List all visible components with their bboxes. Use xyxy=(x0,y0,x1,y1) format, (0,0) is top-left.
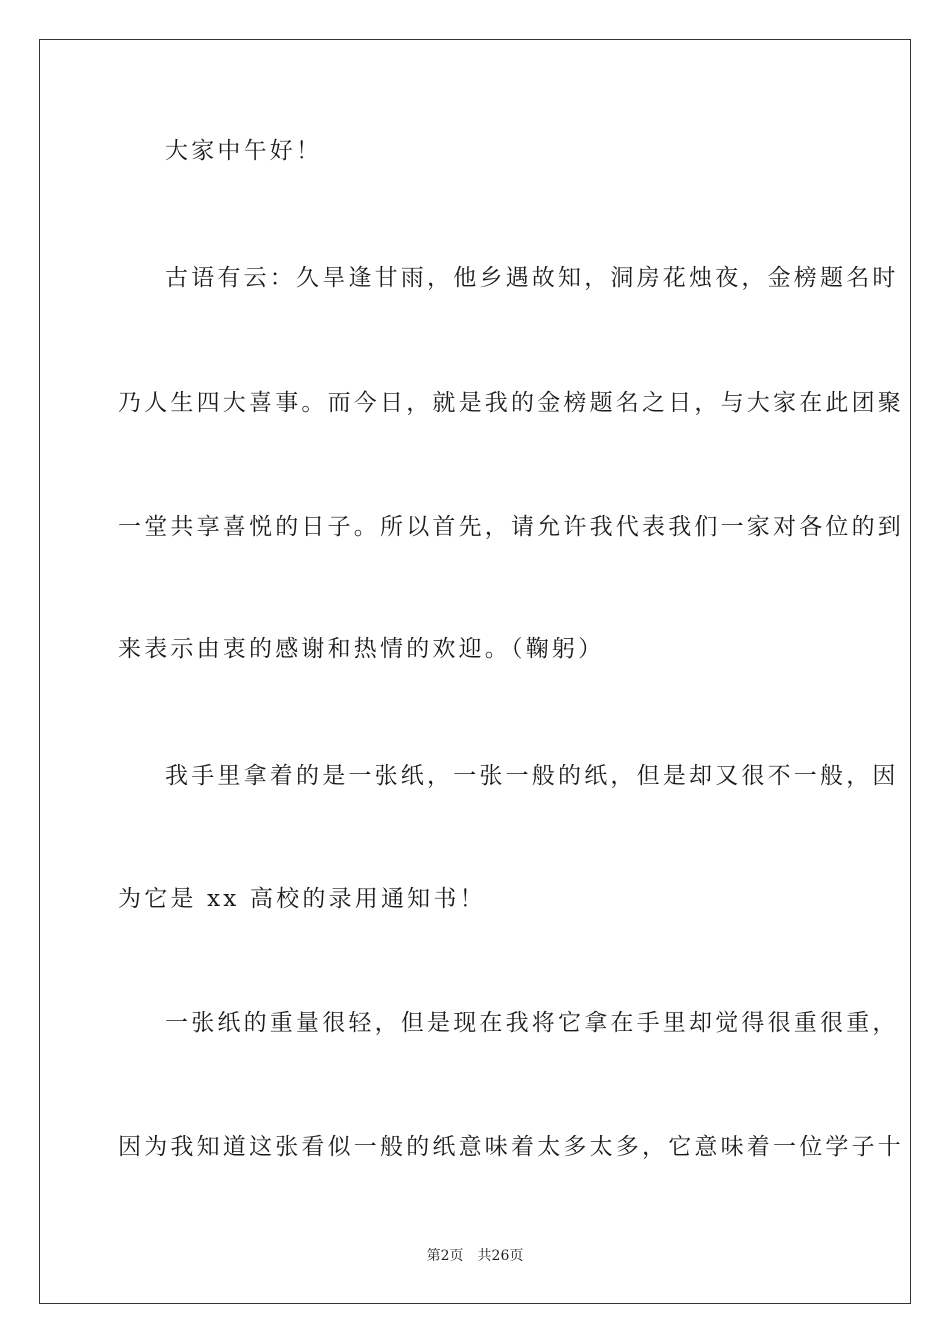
text-line-1: 大家中午好！ xyxy=(165,138,323,164)
text-line-2: 古语有云：久旱逢甘雨，他乡遇故知，洞房花烛夜，金榜题名时 xyxy=(165,265,899,291)
page-border xyxy=(39,39,911,1304)
text-line-5: 来表示由衷的感谢和热情的欢迎。（鞠躬） xyxy=(118,636,605,662)
page-footer xyxy=(0,1247,950,1265)
text-line-3: 乃人生四大喜事。而今日，就是我的金榜题名之日，与大家在此团聚 xyxy=(118,390,904,416)
text-line-7: 为它是 xx 高校的录用通知书！ xyxy=(118,886,486,912)
page-total: 共26页 xyxy=(477,1248,524,1264)
text-line-9: 因为我知道这张看似一般的纸意味着太多太多，它意味着一位学子十 xyxy=(118,1134,904,1160)
text-line-4: 一堂共享喜悦的日子。所以首先，请允许我代表我们一家对各位的到 xyxy=(118,514,904,540)
text-line-8: 一张纸的重量很轻，但是现在我将它拿在手里却觉得很重很重， xyxy=(165,1010,899,1036)
page-number: 第2页 xyxy=(426,1248,464,1264)
text-line-6: 我手里拿着的是一张纸，一张一般的纸，但是却又很不一般，因 xyxy=(165,763,899,789)
